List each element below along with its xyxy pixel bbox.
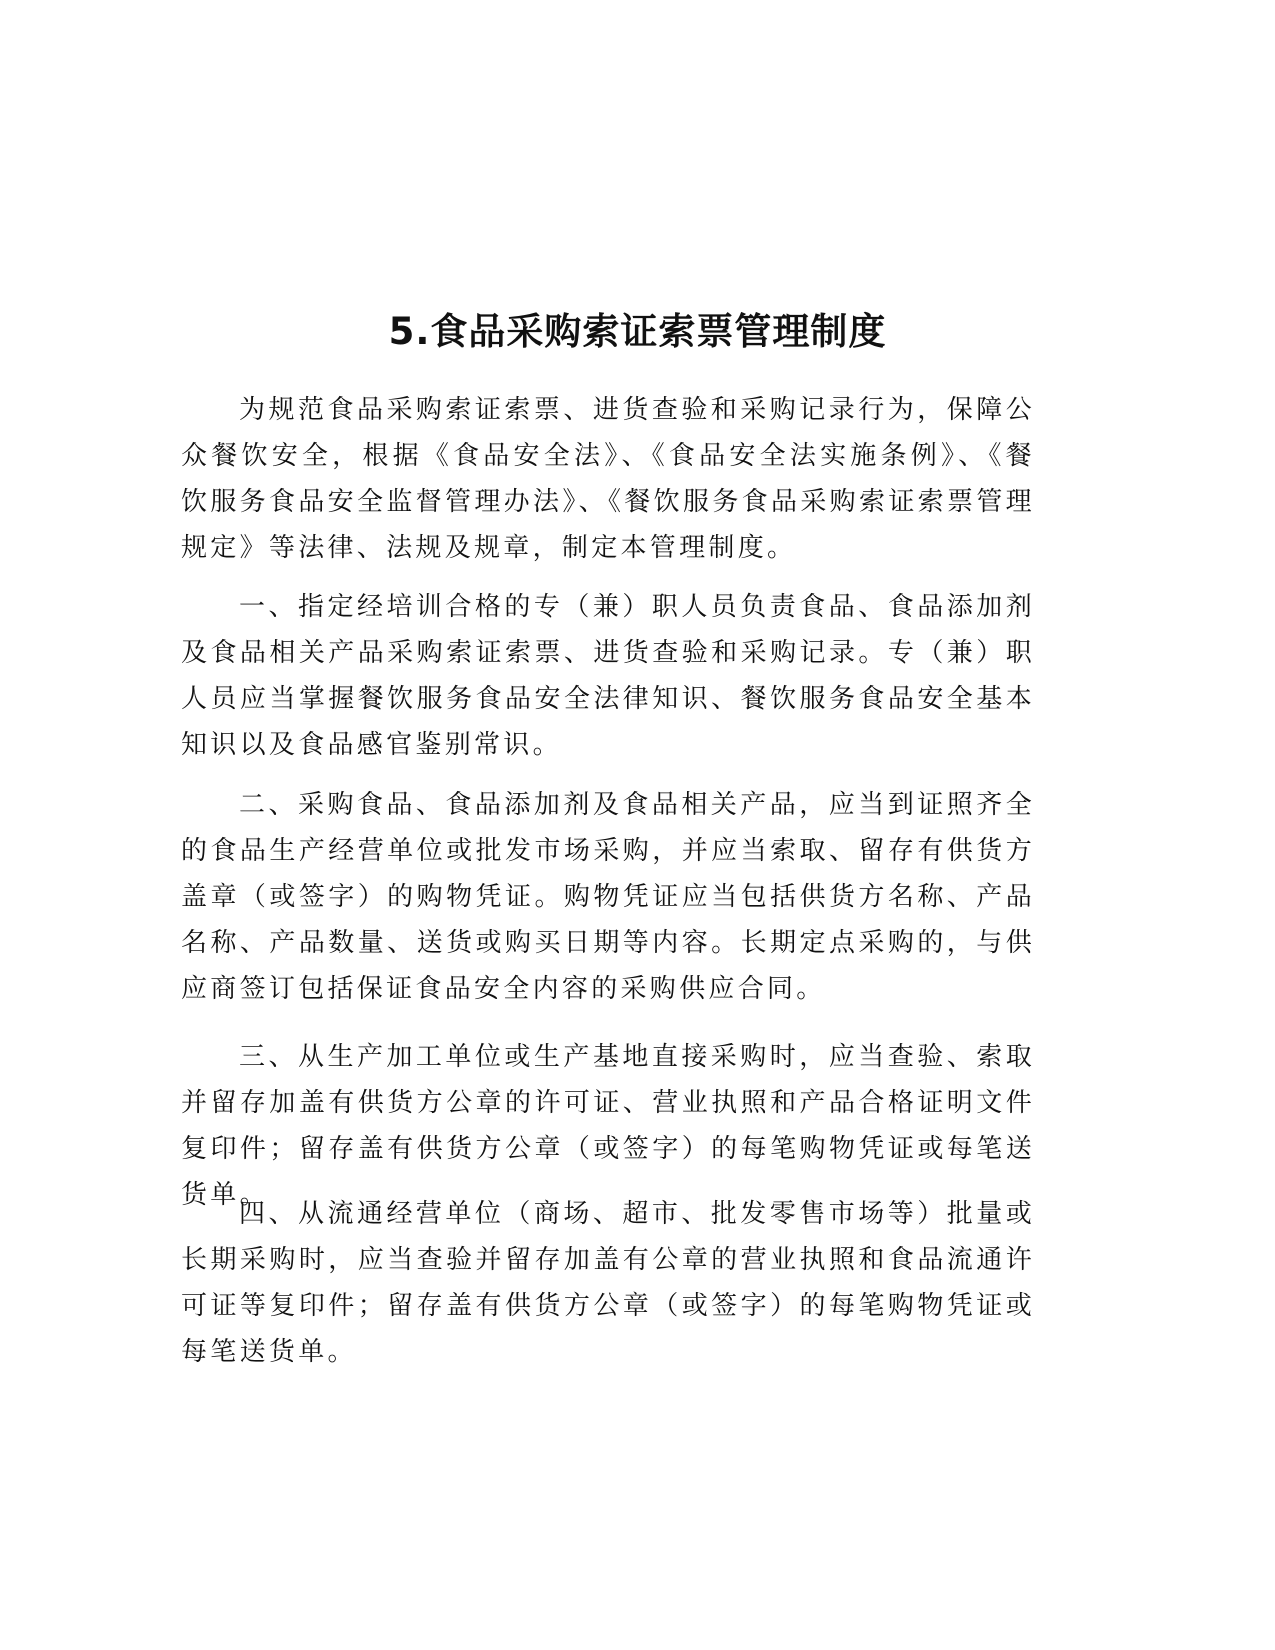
clause-2-paragraph: 二、采购食品、食品添加剂及食品相关产品，应当到证照齐全的食品生产经营单位或批发市场采购，并应当索取、留存有供货方盖章（或签字）的购物凭证。购物凭证应当包括供货方名称、产品名称、产品数量、送货或购买日期等内容。长期定点采购的，与供应商签订包括保证食品安全内容的采购供应合同。	[181, 790, 1035, 1004]
clause-1-paragraph: 一、指定经培训合格的专（兼）职人员负责食品、食品添加剂及食品相关产品采购索证索票、进货查验和采购记录。专（兼）职人员应当掌握餐饮服务食品安全法律知识、餐饮服务食品安全基本知识以及食品感官鉴别常识。	[181, 592, 1035, 760]
page-title: 5.食品采购索证索票管理制度	[388, 310, 887, 353]
intro-paragraph: 为规范食品采购索证索票、进货查验和采购记录行为，保障公众餐饮安全，根据《食品安全法》、《食品安全法实施条例》、《餐饮服务食品安全监督管理办法》、《餐饮服务食品采购索证索票管理规定》等法律、法规及规章，制定本管理制度。	[181, 395, 1035, 563]
clause-3-paragraph: 三、从生产加工单位或生产基地直接采购时，应当查验、索取并留存加盖有供货方公章的许可证、营业执照和产品合格证明文件复印件；留存盖有供货方公章（或签字）的每笔购物凭证或每笔送货单。	[181, 1042, 1035, 1210]
clause-4-paragraph: 四、从流通经营单位（商场、超市、批发零售市场等）批量或长期采购时，应当查验并留存加盖有公章的营业执照和食品流通许可证等复印件；留存盖有供货方公章（或签字）的每笔购物凭证或每笔送货单。	[181, 1199, 1035, 1367]
